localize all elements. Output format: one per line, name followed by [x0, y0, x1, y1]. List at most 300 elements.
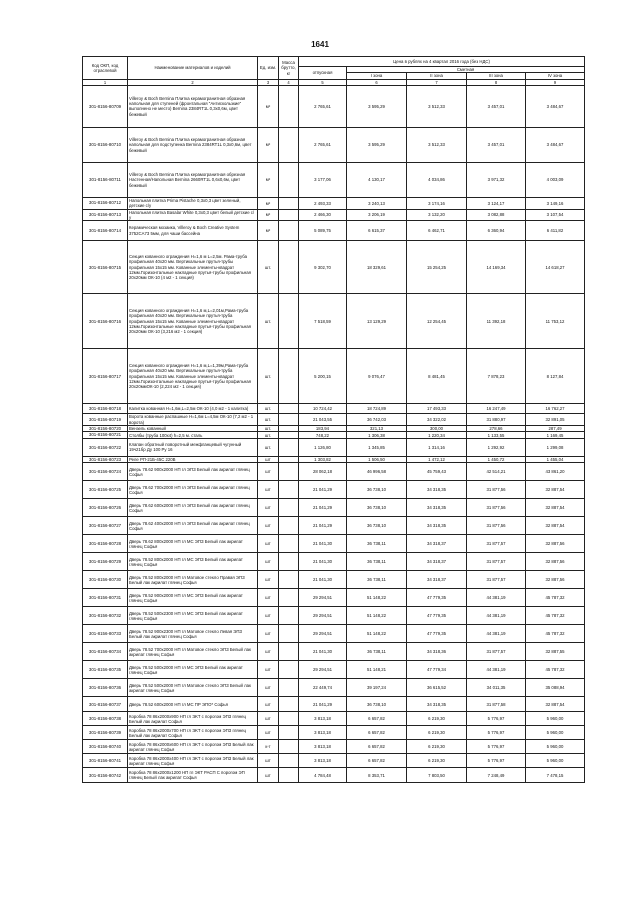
- row-unit: шт.: [258, 438, 279, 456]
- row-unit: шт.: [258, 404, 279, 414]
- row-release-price: 3 177,06: [299, 162, 347, 197]
- row-zone-2-price: 6 219,30: [407, 712, 467, 726]
- row-zone-2-price: 12 254,45: [407, 294, 467, 349]
- table-row: [83, 768, 585, 783]
- table-row: [83, 404, 585, 414]
- row-zone-2-price: 34 318,35: [407, 517, 467, 535]
- row-zone-3-price: 1 292,92: [467, 438, 526, 456]
- row-name: Дверь 78.52 500х2000 НП гл Матовое стекло ЭПЗ Белый лак акрилат глянец Софья: [128, 679, 258, 697]
- row-zone-1-price: 36 738,11: [347, 535, 407, 553]
- row-code: 301-8156-80738: [83, 712, 128, 726]
- table-row: [83, 414, 585, 426]
- row-name: Дверь 78.52 800х2000 НП гл Матовое стекло Правая ЭПЗ Белый лак акрилат глянец Софья: [128, 571, 258, 589]
- row-name: Секция кованного ограждения Н=1,6 м L=2,5м. Рама-труба профильная 40х20 мм. Вертикальные прутья-трубы профильная 15х15 мм. Кованные элементы-квадрат 12мм.Горизонтальные накладные прутья-трубы профильная 20х20мм ОК-10 (4 м2 - 1 секция): [128, 241, 258, 294]
- row-zone-1-price: 6 657,82: [347, 726, 407, 740]
- row-zone-4-price: 32 887,56: [526, 571, 585, 589]
- table-body: [83, 85, 585, 783]
- row-code: 301-8156-80729: [83, 553, 128, 571]
- row-code: 301-8156-80737: [83, 697, 128, 712]
- table-row: [83, 754, 585, 768]
- row-zone-4-price: 32 887,54: [526, 697, 585, 712]
- row-unit: м²: [258, 127, 279, 162]
- row-mass: [279, 625, 299, 643]
- row-release-price: 21 043,55: [299, 414, 347, 426]
- row-unit: шт: [258, 553, 279, 571]
- row-zone-4-price: 287,49: [526, 425, 585, 432]
- row-code: 301-8156-80722: [83, 438, 128, 456]
- row-zone-4-price: 45 787,32: [526, 607, 585, 625]
- row-name: Коробка 78 86х2000х600 НП гл ЭКТ с порогом ЭПЗ Белый лак акрилат глянец Софья: [128, 740, 258, 754]
- row-mass: [279, 463, 299, 481]
- table-row: [83, 643, 585, 661]
- row-unit: шт: [258, 607, 279, 625]
- row-release-price: 3 813,18: [299, 740, 347, 754]
- row-release-price: 2 493,33: [299, 197, 347, 209]
- table-row: [83, 481, 585, 499]
- table-row: [83, 162, 585, 197]
- row-zone-1-price: 1 345,85: [347, 438, 407, 456]
- row-code: 301-8156-80732: [83, 607, 128, 625]
- column-index: 8: [467, 79, 526, 85]
- row-release-price: 4 784,48: [299, 768, 347, 783]
- row-zone-1-price: 36 738,11: [347, 643, 407, 661]
- row-code: 301-8156-80721: [83, 432, 128, 439]
- row-zone-1-price: 3 595,29: [347, 127, 407, 162]
- row-zone-2-price: 3 174,16: [407, 197, 467, 209]
- row-zone-3-price: 31 877,56: [467, 517, 526, 535]
- row-mass: [279, 241, 299, 294]
- row-release-price: 9 302,70: [299, 241, 347, 294]
- row-release-price: 1 303,82: [299, 456, 347, 463]
- row-zone-4-price: 3 484,67: [526, 127, 585, 162]
- row-zone-3-price: 7 248,49: [467, 768, 526, 783]
- row-zone-1-price: 36 738,11: [347, 571, 407, 589]
- row-code: 301-8156-80710: [83, 127, 128, 162]
- row-release-price: 29 294,51: [299, 607, 347, 625]
- row-zone-4-price: 32 887,54: [526, 517, 585, 535]
- table-row: [83, 127, 585, 162]
- row-zone-1-price: 6 657,82: [347, 754, 407, 768]
- row-zone-3-price: 31 877,56: [467, 481, 526, 499]
- row-zone-2-price: 34 318,37: [407, 571, 467, 589]
- row-code: 301-8156-80730: [83, 571, 128, 589]
- row-zone-3-price: 31 877,56: [467, 499, 526, 517]
- row-zone-2-price: 36 615,52: [407, 679, 467, 697]
- row-name: Ворота кованные распашные Н=1,6м L=4,5м ОК-10 (7,2 м2 - 1 ворота): [128, 414, 258, 426]
- row-name: Вензель кованный: [128, 425, 258, 432]
- row-name: Реле РП-21Б-45С 220В: [128, 456, 258, 463]
- row-zone-1-price: 36 738,11: [347, 553, 407, 571]
- row-code: 301-8156-80712: [83, 197, 128, 209]
- row-name: Дверь 78.62 700х2000 НП гл ЭПЗ Белый лак акрилат глянец Софья: [128, 481, 258, 499]
- row-zone-4-price: 32 891,05: [526, 414, 585, 426]
- row-code: 301-8156-80725: [83, 481, 128, 499]
- row-unit: м²: [258, 209, 279, 221]
- row-unit: шт.: [258, 294, 279, 349]
- row-zone-1-price: 6 657,82: [347, 740, 407, 754]
- row-mass: [279, 768, 299, 783]
- row-name: Столбы (труба 100х4) h=2,5 м. сталь: [128, 432, 258, 439]
- row-zone-2-price: 17 493,33: [407, 404, 467, 414]
- row-zone-4-price: 45 787,32: [526, 589, 585, 607]
- row-zone-4-price: 45 787,32: [526, 661, 585, 679]
- row-code: 301-8156-80709: [83, 85, 128, 127]
- row-zone-3-price: 34 011,35: [467, 679, 526, 697]
- row-zone-1-price: 36 742,03: [347, 414, 407, 426]
- row-release-price: 3 813,18: [299, 726, 347, 740]
- row-zone-1-price: 6 657,82: [347, 712, 407, 726]
- row-zone-2-price: 34 318,35: [407, 697, 467, 712]
- row-unit: к-т: [258, 740, 279, 754]
- row-zone-4-price: 5 960,00: [526, 740, 585, 754]
- table-row: [83, 85, 585, 127]
- row-zone-3-price: 3 082,88: [467, 209, 526, 221]
- row-mass: [279, 481, 299, 499]
- row-zone-4-price: 32 887,55: [526, 643, 585, 661]
- row-code: 301-8156-80717: [83, 349, 128, 404]
- table-row: [83, 589, 585, 607]
- row-code: 301-8156-80723: [83, 456, 128, 463]
- row-name: Дверь 78.62 400х2000 НП гл ЭПЗ Белый лак акрилат глянец Софья: [128, 517, 258, 535]
- row-unit: шт: [258, 712, 279, 726]
- row-mass: [279, 726, 299, 740]
- column-index: 9: [526, 79, 585, 85]
- row-name: Секция кованного ограждения Н=1,6 м,L=1,39м,Рама-труба профильная 40х20 мм. Вертикальные прутья-труба профильная 15х15 мм. Кованные элементы-квадрат 12мм.Горизонтальные накладные прутья-трубы профильная 20х20ммОК-10 (2,224 м2 - 1 секция): [128, 349, 258, 404]
- row-release-price: 10 724,42: [299, 404, 347, 414]
- row-code: 301-8156-80716: [83, 294, 128, 349]
- header-zone-2: II зона: [407, 73, 467, 79]
- row-zone-2-price: 1 314,16: [407, 438, 467, 456]
- row-mass: [279, 438, 299, 456]
- row-zone-4-price: 1 299,08: [526, 438, 585, 456]
- row-zone-3-price: 5 776,97: [467, 740, 526, 754]
- table-row: [83, 571, 585, 589]
- row-zone-4-price: 35 088,94: [526, 679, 585, 697]
- row-zone-1-price: 18 329,61: [347, 241, 407, 294]
- row-code: 301-8156-80731: [83, 589, 128, 607]
- row-code: 301-8156-80740: [83, 740, 128, 754]
- row-unit: шт.: [258, 241, 279, 294]
- row-unit: шт: [258, 726, 279, 740]
- row-unit: шт.: [258, 349, 279, 404]
- row-unit: шт: [258, 456, 279, 463]
- row-name: Коробка 78 86х2000х400 НП гл ЭКТ с порогом ЭПЗ Белый лак акрилат глянец Софья: [128, 754, 258, 768]
- table-row: [83, 499, 585, 517]
- row-code: 301-8156-80718: [83, 404, 128, 414]
- row-release-price: 5 089,75: [299, 221, 347, 241]
- row-release-price: 22 449,74: [299, 679, 347, 697]
- row-mass: [279, 127, 299, 162]
- row-unit: шт: [258, 697, 279, 712]
- row-unit: шт: [258, 679, 279, 697]
- header-release: отпускная: [299, 67, 347, 80]
- row-mass: [279, 209, 299, 221]
- row-name: Клапан обратный поворотный межфланцевый чугунный 19ч21бр Ду 100 Ру 16: [128, 438, 258, 456]
- row-mass: [279, 697, 299, 712]
- table-row: [83, 463, 585, 481]
- row-name: Дверь 78.52 800х2000 НП гл МС ЭПЗ Белый лак акрилат глянец Софья: [128, 553, 258, 571]
- row-mass: [279, 499, 299, 517]
- table-row: [83, 679, 585, 697]
- row-zone-3-price: 3 971,32: [467, 162, 526, 197]
- row-code: 301-8156-80734: [83, 643, 128, 661]
- row-mass: [279, 553, 299, 571]
- row-name: Дверь 78.52 600х2000 НП гл МС ПР ЭПО* Софья: [128, 697, 258, 712]
- row-release-price: 21 041,29: [299, 481, 347, 499]
- row-zone-2-price: 4 034,86: [407, 162, 467, 197]
- row-release-price: 21 041,29: [299, 499, 347, 517]
- column-index: 4: [279, 79, 299, 85]
- row-zone-4-price: 3 484,67: [526, 85, 585, 127]
- row-zone-2-price: 34 318,37: [407, 535, 467, 553]
- row-zone-1-price: 51 148,22: [347, 607, 407, 625]
- row-unit: шт: [258, 768, 279, 783]
- row-zone-1-price: 51 148,22: [347, 589, 407, 607]
- row-zone-2-price: 3 132,20: [407, 209, 467, 221]
- row-zone-1-price: 36 738,10: [347, 697, 407, 712]
- row-unit: шт.: [258, 414, 279, 426]
- row-name: Дверь 78.52 900х2300 НП гл Матовое стекло Левая ЭПЗ Белый лак акрилат глянец Софья: [128, 625, 258, 643]
- row-zone-1-price: 321,13: [347, 425, 407, 432]
- row-name: Дверь 78.52 900х2000 НП гл МС ЭПЗ Белый лак акрилат глянец Софья: [128, 589, 258, 607]
- table-row: [83, 726, 585, 740]
- price-table: [82, 56, 585, 783]
- row-release-price: 3 813,18: [299, 754, 347, 768]
- table-row: [83, 197, 585, 209]
- row-mass: [279, 404, 299, 414]
- table-row: [83, 625, 585, 643]
- row-unit: шт: [258, 625, 279, 643]
- header-zone-3: III зона: [467, 73, 526, 79]
- row-zone-3-price: 31 877,57: [467, 571, 526, 589]
- row-zone-3-price: 16 247,49: [467, 404, 526, 414]
- row-zone-4-price: 5 960,00: [526, 712, 585, 726]
- row-zone-2-price: 47 779,34: [407, 661, 467, 679]
- row-zone-1-price: 4 130,17: [347, 162, 407, 197]
- row-zone-4-price: 5 960,00: [526, 726, 585, 740]
- row-zone-1-price: 8 353,71: [347, 768, 407, 783]
- row-unit: шт.: [258, 425, 279, 432]
- row-name: Дверь 78.52 700х2000 НП гл Матовое стекло ЭПЗ Белый лак акрилат глянец Софья: [128, 643, 258, 661]
- row-code: 301-8156-80741: [83, 754, 128, 768]
- row-name: Villeroy & Boch Bernina Плитка керамогранитная образная напольная для ступеней (фронтальная "Антискользкие" выполнено не место) Bernina 2384RT1L 0,3х0,6м, цвет бежевый: [128, 85, 258, 127]
- row-mass: [279, 712, 299, 726]
- row-zone-1-price: 46 996,58: [347, 463, 407, 481]
- row-zone-4-price: 1 455,04: [526, 456, 585, 463]
- row-zone-3-price: 44 381,19: [467, 607, 526, 625]
- row-name: Секция кованного ограждения Н=1,6 м,L=2,01м,Рама-труба профильная 40х20 мм. Вертикальные прутья-труба профильная 15х15 мм. Кованные элементы-квадрат 12мм.Горизонтальные накладные прутья-трубы профильная 20х20мм ОК-10 (3,216 м2 - 1 секция): [128, 294, 258, 349]
- table-row: [83, 712, 585, 726]
- row-release-price: 2 765,61: [299, 85, 347, 127]
- row-zone-3-price: 1 133,55: [467, 432, 526, 439]
- header-zone-1: I зона: [347, 73, 407, 79]
- row-zone-3-price: 3 124,17: [467, 197, 526, 209]
- row-zone-3-price: 14 169,34: [467, 241, 526, 294]
- row-zone-4-price: 8 127,84: [526, 349, 585, 404]
- row-release-price: 3 813,18: [299, 712, 347, 726]
- page-number: 1641: [311, 40, 329, 49]
- column-index: 5: [299, 79, 347, 85]
- row-name: Villeroy & Boch Bernina Плитка керамогранитная образная напольная для подступенка Bernina 2384RT1L 0,3х0,6м, цвет бежевый: [128, 127, 258, 162]
- row-release-price: 5 200,15: [299, 349, 347, 404]
- row-name: Дверь 78.52 500х2000 НП гл МС ЭПЗ Белый лак акрилат глянец Софья: [128, 661, 258, 679]
- row-zone-4-price: 14 618,27: [526, 241, 585, 294]
- row-release-price: 2 466,30: [299, 209, 347, 221]
- row-release-price: 29 294,51: [299, 661, 347, 679]
- row-zone-1-price: 3 240,13: [347, 197, 407, 209]
- column-index: 1: [83, 79, 128, 85]
- column-index: 6: [347, 79, 407, 85]
- row-zone-4-price: 5 960,00: [526, 754, 585, 768]
- header-code: Код ОКП, код отраслевой: [83, 57, 128, 80]
- table-row: [83, 209, 585, 221]
- row-zone-2-price: 1 220,34: [407, 432, 467, 439]
- row-name: Дверь 78.62 900х2000 НП гл ЭПЗ Белый лак акрилат глянец Софья: [128, 463, 258, 481]
- row-release-price: 29 294,51: [299, 625, 347, 643]
- row-zone-3-price: 5 776,97: [467, 754, 526, 768]
- row-name: Дверь 78.52 500х2300 НП гл МС ЭПЗ Белый лак акрилат глянец Софья: [128, 607, 258, 625]
- row-name: Дверь 78.62 600х2000 НП гл ЭПЗ Белый лак акрилат глянец Софья: [128, 499, 258, 517]
- row-mass: [279, 589, 299, 607]
- row-unit: шт: [258, 535, 279, 553]
- row-zone-3-price: 44 381,19: [467, 625, 526, 643]
- row-name: Коробка 78 86х2000х700 НП гл ЭКТ с порогом ЭПЗ глянец Белый лак акрилат Софья: [128, 726, 258, 740]
- row-zone-4-price: 3 149,16: [526, 197, 585, 209]
- row-zone-2-price: 15 254,25: [407, 241, 467, 294]
- row-zone-2-price: 6 219,30: [407, 726, 467, 740]
- row-zone-2-price: 8 481,45: [407, 349, 467, 404]
- table-row: [83, 553, 585, 571]
- row-release-price: 748,22: [299, 432, 347, 439]
- row-unit: м²: [258, 197, 279, 209]
- row-name: Коробка 78 86х2000х900 НП гл ЭКТ с порогом ЭПЗ глянец Белый лак акрилат Софья: [128, 712, 258, 726]
- row-unit: шт: [258, 463, 279, 481]
- row-zone-3-price: 7 878,23: [467, 349, 526, 404]
- row-zone-2-price: 47 779,35: [407, 625, 467, 643]
- row-zone-2-price: 45 759,43: [407, 463, 467, 481]
- row-release-price: 29 294,51: [299, 589, 347, 607]
- row-zone-2-price: 6 219,30: [407, 754, 467, 768]
- row-zone-2-price: 1 472,12: [407, 456, 467, 463]
- column-index: 7: [407, 79, 467, 85]
- row-mass: [279, 740, 299, 754]
- row-zone-2-price: 6 462,71: [407, 221, 467, 241]
- row-zone-3-price: 42 514,21: [467, 463, 526, 481]
- row-zone-1-price: 9 076,47: [347, 349, 407, 404]
- row-code: 301-8156-80719: [83, 414, 128, 426]
- table-row: [83, 740, 585, 754]
- row-name: Коробка 78 86х2000х1200 НП гл ЭКТ РАСП С порогом ЭП глянец Белый лак акрилат Софья: [128, 768, 258, 783]
- row-zone-4-price: 32 887,54: [526, 499, 585, 517]
- row-zone-3-price: 44 381,19: [467, 589, 526, 607]
- row-zone-1-price: 36 738,10: [347, 517, 407, 535]
- row-mass: [279, 661, 299, 679]
- table-row: [83, 517, 585, 535]
- row-code: 301-8156-80728: [83, 535, 128, 553]
- row-zone-3-price: 278,66: [467, 425, 526, 432]
- row-mass: [279, 535, 299, 553]
- row-zone-3-price: 31 877,58: [467, 697, 526, 712]
- row-unit: м²: [258, 162, 279, 197]
- row-release-price: 21 041,30: [299, 553, 347, 571]
- row-zone-4-price: 32 887,56: [526, 553, 585, 571]
- row-zone-4-price: 43 861,20: [526, 463, 585, 481]
- row-unit: шт: [258, 499, 279, 517]
- row-code: 301-8156-80735: [83, 661, 128, 679]
- row-zone-3-price: 11 392,18: [467, 294, 526, 349]
- row-zone-4-price: 7 478,15: [526, 768, 585, 783]
- row-zone-1-price: 51 148,21: [347, 661, 407, 679]
- row-name: Напольная плитка Prima Pistache 0,3х0,3 цвет зеленый, детские с/у: [128, 197, 258, 209]
- row-zone-2-price: 7 803,50: [407, 768, 467, 783]
- row-zone-4-price: 6 411,82: [526, 221, 585, 241]
- row-release-price: 21 041,29: [299, 697, 347, 712]
- row-zone-2-price: 34 322,02: [407, 414, 467, 426]
- row-mass: [279, 197, 299, 209]
- table-row: [83, 607, 585, 625]
- header-zone-4: IV зона: [526, 73, 585, 79]
- row-zone-2-price: 34 318,35: [407, 499, 467, 517]
- row-zone-3-price: 31 877,57: [467, 535, 526, 553]
- row-zone-2-price: 6 219,30: [407, 740, 467, 754]
- header-estimate: Сметная: [347, 67, 585, 73]
- row-zone-1-price: 1 506,50: [347, 456, 407, 463]
- row-zone-2-price: 3 512,33: [407, 127, 467, 162]
- column-index: 3: [258, 79, 279, 85]
- row-zone-4-price: 4 003,09: [526, 162, 585, 197]
- table-row: [83, 697, 585, 712]
- row-zone-3-price: 5 776,97: [467, 712, 526, 726]
- row-zone-4-price: 3 107,54: [526, 209, 585, 221]
- column-index: 2: [128, 79, 258, 85]
- row-zone-3-price: 44 381,19: [467, 661, 526, 679]
- row-mass: [279, 754, 299, 768]
- row-unit: шт: [258, 754, 279, 768]
- row-mass: [279, 643, 299, 661]
- row-zone-1-price: 51 148,22: [347, 625, 407, 643]
- row-zone-4-price: 32 887,54: [526, 481, 585, 499]
- table-row: [83, 535, 585, 553]
- row-mass: [279, 162, 299, 197]
- row-zone-4-price: 16 762,27: [526, 404, 585, 414]
- row-code: 301-8156-80724: [83, 463, 128, 481]
- table-row: [83, 661, 585, 679]
- row-code: 301-8156-80742: [83, 768, 128, 783]
- row-zone-3-price: 31 877,57: [467, 643, 526, 661]
- row-zone-2-price: 34 318,37: [407, 553, 467, 571]
- header-mass: Масса брутто, кг: [279, 57, 299, 80]
- row-name: Дверь 78.62 800х2000 НП гл МС ЭПЗ Белый лак акрилат глянец Софья: [128, 535, 258, 553]
- row-zone-1-price: 13 129,29: [347, 294, 407, 349]
- row-code: 301-8156-80715: [83, 241, 128, 294]
- row-code: 301-8156-80733: [83, 625, 128, 643]
- table-row: [83, 241, 585, 294]
- row-mass: [279, 294, 299, 349]
- row-zone-1-price: 3 206,19: [347, 209, 407, 221]
- row-mass: [279, 571, 299, 589]
- row-unit: м²: [258, 221, 279, 241]
- row-zone-1-price: 18 724,89: [347, 404, 407, 414]
- row-release-price: 21 041,30: [299, 571, 347, 589]
- row-zone-3-price: 31 880,97: [467, 414, 526, 426]
- row-code: 301-8156-80711: [83, 162, 128, 197]
- table-row: [83, 438, 585, 456]
- row-release-price: 28 062,18: [299, 463, 347, 481]
- row-zone-2-price: 300,00: [407, 425, 467, 432]
- row-release-price: 2 765,61: [299, 127, 347, 162]
- row-release-price: 21 041,29: [299, 517, 347, 535]
- row-release-price: 21 041,30: [299, 535, 347, 553]
